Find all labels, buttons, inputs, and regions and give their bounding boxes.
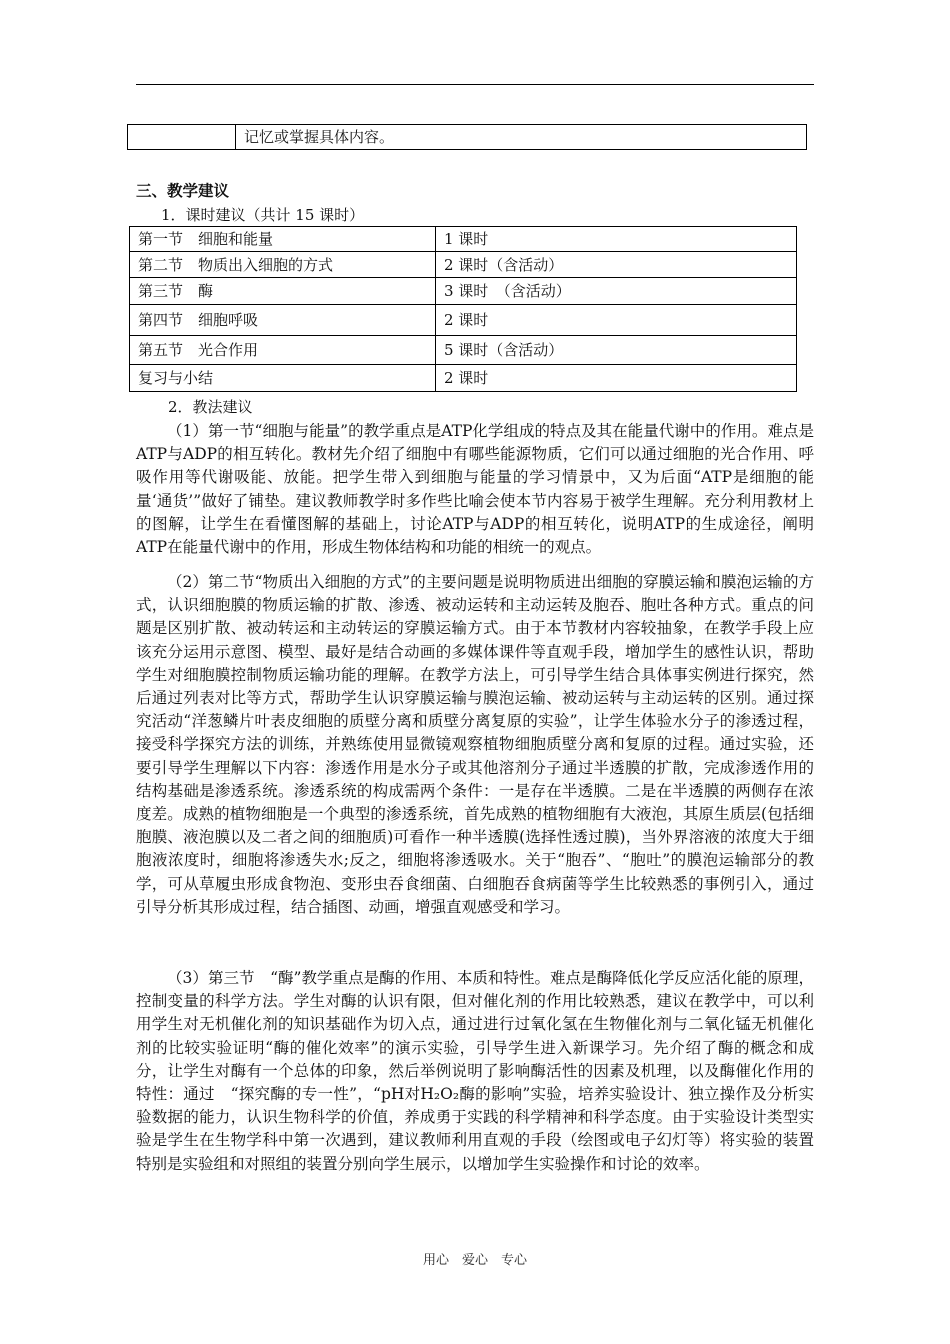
schedule-table xyxy=(129,226,797,392)
schedule-title: 1．课时建议（共计 15 课时） xyxy=(161,206,365,224)
method-title: 2．教法建议 xyxy=(168,398,253,416)
lesson-hours: 3 课时 （含活动） xyxy=(436,278,797,305)
lesson-hours: 5 课时（含活动） xyxy=(436,336,797,365)
page-footer: 用心 爱心 专心 xyxy=(422,1253,527,1268)
paragraph: （1）第一节“细胞与能量”的教学重点是ATP化学组成的特点及其在能量代谢中的作用。难点是ATP与ADP的相互转化。教材先介绍了细胞中有哪些能源物质，它们可以通过细胞的光合作用、呼吸作用等代谢吸能、放能。把学生带入到细胞与能量的学习情景中，又为后面“ATP是细胞的能量‘通货’”做好了铺垫。建议教师教学时多作些比喻会使本节内容易于被学生理解。充分利用教材上的图解，让学生在看懂图解的基础上，讨论ATP与ADP的相互转化，说明ATP的生成途径，阐明ATP在能量代谢中的作用，形成生物体结构和功能的相统一的观点。 xyxy=(136,422,814,557)
lesson-name: 第五节 光合作用 xyxy=(130,336,436,365)
table-cell xyxy=(128,125,236,150)
lesson-name: 第四节 细胞呼吸 xyxy=(130,305,436,336)
lesson-name: 复习与小结 xyxy=(130,365,436,392)
lesson-hours: 2 课时 xyxy=(436,365,797,392)
table-row xyxy=(130,305,797,336)
table-row xyxy=(128,125,807,150)
lesson-hours: 2 课时（含活动） xyxy=(436,252,797,278)
lesson-name: 第一节 细胞和能量 xyxy=(130,227,436,252)
table-row xyxy=(130,278,797,305)
table-row xyxy=(130,227,797,252)
paragraph: （2）第二节“物质出入细胞的方式”的主要问题是说明物质进出细胞的穿膜运输和膜泡运输的方式，认识细胞膜的物质运输的扩散、渗透、被动运转和主动运转及胞吞、胞吐各种方式。重点的问题是区别扩散、被动转运和主动转运的穿膜运输方式。由于本节教材内容较抽象，在教学手段上应该充分运用示意图、模型、最好是结合动画的多媒体课件等直观手段，增加学生的感性认识，帮助学生对细胞膜控制物质运输功能的理解。在教学方法上，可引导学生结合具体事实例进行探究，然后通过列表对比等方式，帮助学生认识穿膜运输与膜泡运输、被动运转与主动运转的区别。通过探究活动“洋葱鳞片叶表皮细胞的质壁分离和质壁分离复原的实验”，让学生体验水分子的渗透过程，接受科学探究方法的训练，并熟练使用显微镜观察植物细胞质壁分离和复原的过程。通过实验，还要引导学生理解以下内容：渗透作用是水分子或其他溶剂分子通过半透膜的扩散，完成渗透作用的结构基础是渗透系统。渗透系统的构成需两个条件：一是存在半透膜。二是在半透膜的两侧存在浓度差。成熟的植物细胞是一个典型的渗透系统，首先成熟的植物细胞有大液泡，其原生质层(包括细胞膜、液泡膜以及二者之间的细胞质)可看作一种半透膜(选择性透过膜)，当外界溶液的浓度大于细胞液浓度时，细胞将渗透失水;反之，细胞将渗透吸水。关于“胞吞”、“胞吐”的膜泡运输部分的教学，可从草履虫形成食物泡、变形虫吞食细菌、白细胞吞食病菌等学生比较熟悉的事例引入，通过引导分析其形成过程，结合插图、动画，增强直观感受和学习。 xyxy=(136,573,814,916)
table-row xyxy=(130,365,797,392)
section-title: 三、教学建议 xyxy=(136,181,230,200)
lesson-name: 第三节 酶 xyxy=(130,278,436,305)
table-cell: 记忆或掌握具体内容。 xyxy=(236,125,807,150)
lesson-hours: 2 课时 xyxy=(436,305,797,336)
table-row xyxy=(130,252,797,278)
objectives-table-fragment xyxy=(127,124,807,150)
lesson-name: 第二节 物质出入细胞的方式 xyxy=(130,252,436,278)
header-rule xyxy=(136,84,814,85)
table-row xyxy=(130,336,797,365)
lesson-hours: 1 课时 xyxy=(436,227,797,252)
paragraph: （3）第三节 “酶”教学重点是酶的作用、本质和特性。难点是酶降低化学反应活化能的原理，控制变量的科学方法。学生对酶的认识有限，但对催化剂的作用比较熟悉，建议在教学中，可以利用学生对无机催化剂的知识基础作为切入点，通过进行过氧化氢在生物催化剂与二氧化锰无机催化剂的比较实验证明“酶的催化效率”的演示实验，引导学生进入新课学习。先介绍了酶的概念和成分，让学生对酶有一个总体的印象，然后举例说明了影响酶活性的因素及机理，以及酶催化作用的特性：通过 “探究酶的专一性”，“pH对H₂O₂酶的影响”实验，培养实验设计、独立操作及分析实验数据的能力，认识生物科学的价值，养成勇于实践的科学精神和科学态度。由于实验设计类型实验是学生在生物学科中第一次遇到，建议教师利用直观的手段（绘图或电子幻灯等）将实验的装置特别是实验组和对照组的装置分别向学生展示，以增加学生实验操作和讨论的效率。 xyxy=(136,969,814,1173)
